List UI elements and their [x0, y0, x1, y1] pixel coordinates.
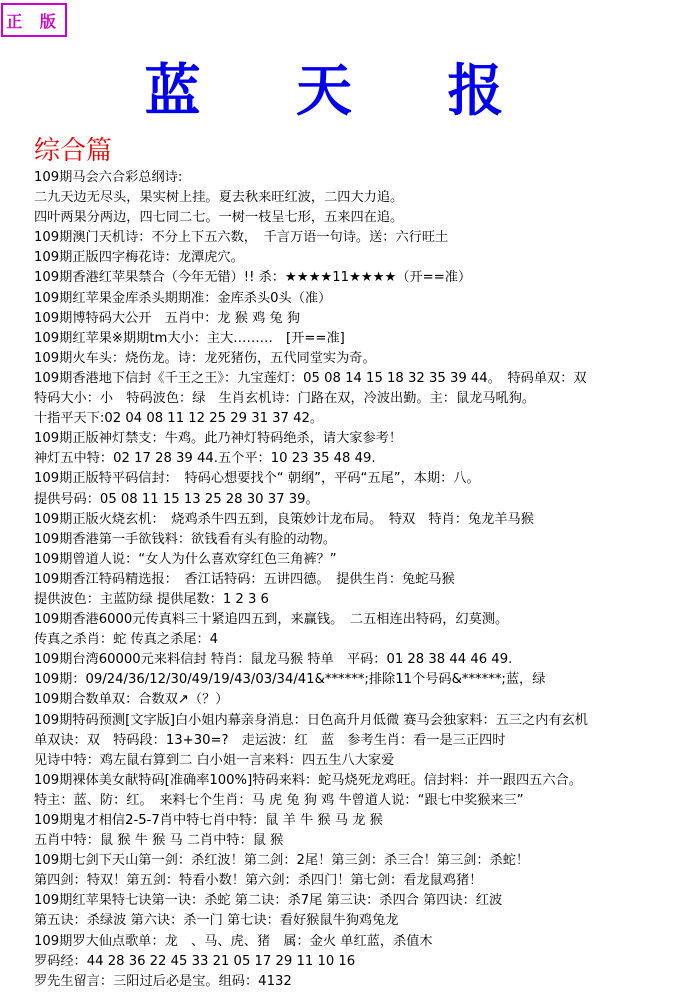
article-body	[34, 168, 684, 992]
genuine-stamp: 正 版	[1, 3, 67, 37]
text-line: 109期七剑下天山第一剑：杀红波！第二剑：2尾！第三剑：杀三合！第三剑：杀蛇！	[34, 853, 530, 869]
text-line: 罗先生留言：三阳过后必是宝。组码：4132	[34, 973, 292, 989]
text-line: 109期红苹果※期期tm大小：主大……… [开==准]	[34, 330, 345, 346]
text-line: 109期正版火烧玄机： 烧鸡杀牛四五到，良策妙计龙布局。 特双 特肖：兔龙羊马猴	[34, 511, 534, 527]
text-line: 109期博特码大公开 五肖中：龙 猴 鸡 兔 狗	[34, 310, 301, 326]
text-line: 109期香江特码精选报： 香江话特码：五讲四德。 提供生肖：兔蛇马猴	[34, 571, 455, 587]
text-line: 特主：蓝、防：红。 来料七个生肖：马 虎 兔 狗 鸡 牛曾道人说：“跟七中奖猴来三”	[34, 792, 524, 808]
text-line: 109期裸体美女献特码[准确率100%]特码来料：蛇马烧死龙鸡旺。信封料：并一跟四五六合。	[34, 772, 582, 788]
text-line: 109期合数单双：合数双↗（？）	[34, 692, 229, 708]
text-line: 罗码经：44 28 36 22 45 33 21 05 17 29 11 10 16	[34, 953, 356, 969]
text-line: 109期香港6000元传真料三十紧追四五到，来赢钱。 二五相连出特码，幻莫测。	[34, 612, 509, 628]
text-line: 109期正版特平码信封： 特码心想要找个“ 朝纲”，平码“五尾”，本期：八。	[34, 471, 480, 487]
text-line: 109期澳门天机诗：不分上下五六数， 千言万语一句诗。送：六行旺土	[34, 230, 449, 246]
text-line: 传真之杀肖：蛇 传真之杀尾：4	[34, 632, 219, 648]
text-line: 神灯五中特：02 17 28 39 44.五个平：10 23 35 48 49.	[34, 451, 376, 467]
text-line: 109期香港红苹果禁合（今年无错）!! 杀：★★★★11★★★★（开==准）	[34, 270, 472, 286]
text-line: 109期特码预测[文字版]白小姐内幕亲身消息：日色高升月低微 赛马会独家料：五三之内有玄机	[34, 712, 588, 728]
text-line: 109期台湾60000元来料信封 特肖：鼠龙马猴 特单 平码：01 28 38 44 46 49.	[34, 652, 513, 668]
text-line: 四叶两果分两边，四七同二七。一树一枝呈七形，五来四在追。	[34, 210, 404, 226]
text-line: 109期正版神灯禁支：牛鸡。此乃神灯特码绝杀，请大家参考！	[34, 431, 403, 447]
text-line: 109期香港地下信封《千王之王》：九宝莲灯：05 08 14 15 18 32 35 39 44。 特码单双：双	[34, 370, 587, 386]
text-line: 109期正版四字梅花诗：龙潭虎穴。	[34, 250, 244, 266]
text-line: 提供号码：05 08 11 15 13 25 28 30 37 39。	[34, 491, 319, 507]
text-line: 109期：09/24/36/12/30/49/19/43/03/34/41&******;排除11个号码&******;蓝，绿	[34, 672, 546, 688]
text-line: 十指平天下:02 04 08 11 12 25 29 31 37 42。	[34, 411, 324, 427]
text-line: 单双诀：双 特码段：13+30=? 走运波：红 蓝 参考生肖：看一是三正四时	[34, 732, 506, 748]
text-line: 109期火车头：烧伤龙。诗：龙死猪伤，五代同堂实为奇。	[34, 350, 376, 366]
text-line: 109期马会六合彩总纲诗:	[34, 170, 183, 185]
text-line: 特码大小：小 特码波色：绿 生肖玄机诗：门路在双，冷波出勤。主：鼠龙马吼狗。	[34, 391, 536, 407]
text-line: 第四剑：特双！第五剑：特看小数！第六剑：杀四门！第七剑：看龙鼠鸡猪！	[34, 873, 483, 889]
section-title: 综合篇	[34, 136, 113, 166]
text-line: 109期罗大仙点歌单：龙 、马、虎、猪 属：金火 单红蓝，杀值木	[34, 933, 433, 949]
text-line: 五肖中特：鼠 猴 牛 猴 马 二肖中特：鼠 猴	[34, 833, 284, 849]
text-line: 109期鬼才相信2-5-7肖中特七肖中特：鼠 羊 牛 猴 马 龙 猴	[34, 813, 383, 828]
text-line: 109期香港第一手欲钱料：欲钱看有头有脸的动物。	[34, 531, 337, 547]
text-line: 提供波色：主蓝防绿 提供尾数：1 2 3 6	[34, 591, 269, 607]
text-line: 109期红苹果金库杀头期期准：金库杀头0头（准）	[34, 290, 332, 306]
text-line: 第五诀：杀绿波 第六诀：杀一门 第七诀：看好猴鼠牛狗鸡兔龙	[34, 913, 399, 929]
text-line: 109期红苹果特七诀第一诀：杀蛇 第二诀：杀7尾 第三诀：杀四合 第四诀：红波	[34, 893, 503, 909]
text-line: 见诗中特：鸡左鼠右算到二 白小姐一言来料：四五生八大家爱	[34, 752, 395, 768]
text-line: 109期曾道人说：“女人为什么喜欢穿红色三角裤？”	[34, 551, 337, 567]
text-line: 二九天边无尽头，果实树上挂。夏去秋来旺红波，二四大力追。	[34, 190, 404, 206]
page-title: 蓝 天 报	[144, 58, 542, 124]
